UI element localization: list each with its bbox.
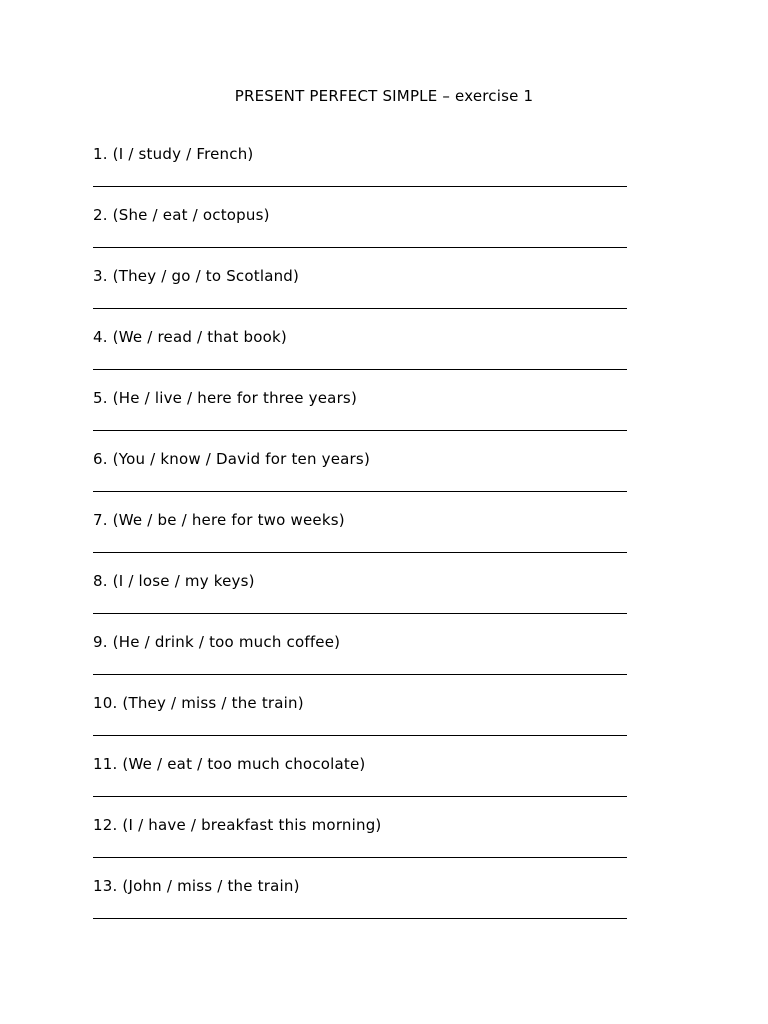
exercise-prompt: 9. (He / drink / too much coffee) <box>93 633 341 651</box>
exercise-prompt: 12. (I / have / breakfast this morning) <box>93 816 382 834</box>
exercise-prompt: 4. (We / read / that book) <box>93 328 287 346</box>
exercise-item <box>93 755 627 816</box>
answer-line[interactable] <box>93 796 627 797</box>
exercise-item <box>93 328 627 389</box>
exercise-prompt: 1. (I / study / French) <box>93 145 254 163</box>
answer-line[interactable] <box>93 857 627 858</box>
exercise-item <box>93 572 627 633</box>
exercise-prompt: 13. (John / miss / the train) <box>93 877 300 895</box>
exercise-item <box>93 511 627 572</box>
answer-line[interactable] <box>93 613 627 614</box>
exercise-prompt: 8. (I / lose / my keys) <box>93 572 255 590</box>
answer-line[interactable] <box>93 186 627 187</box>
answer-line[interactable] <box>93 430 627 431</box>
answer-line[interactable] <box>93 735 627 736</box>
answer-line[interactable] <box>93 308 627 309</box>
answer-line[interactable] <box>93 552 627 553</box>
exercise-item <box>93 816 627 877</box>
answer-line[interactable] <box>93 674 627 675</box>
exercise-list <box>93 145 627 938</box>
answer-line[interactable] <box>93 918 627 919</box>
exercise-prompt: 10. (They / miss / the train) <box>93 694 304 712</box>
exercise-item <box>93 694 627 755</box>
exercise-item <box>93 389 627 450</box>
exercise-prompt: 7. (We / be / here for two weeks) <box>93 511 345 529</box>
exercise-item <box>93 267 627 328</box>
exercise-item <box>93 450 627 511</box>
page-title: PRESENT PERFECT SIMPLE – exercise 1 <box>234 87 534 105</box>
exercise-item <box>93 206 627 267</box>
answer-line[interactable] <box>93 491 627 492</box>
exercise-prompt: 3. (They / go / to Scotland) <box>93 267 300 285</box>
exercise-item <box>93 145 627 206</box>
answer-line[interactable] <box>93 247 627 248</box>
exercise-prompt: 11. (We / eat / too much chocolate) <box>93 755 366 773</box>
exercise-prompt: 2. (She / eat / octopus) <box>93 206 270 224</box>
answer-line[interactable] <box>93 369 627 370</box>
exercise-prompt: 5. (He / live / here for three years) <box>93 389 358 407</box>
exercise-item <box>93 877 627 938</box>
exercise-item <box>93 633 627 694</box>
exercise-prompt: 6. (You / know / David for ten years) <box>93 450 370 468</box>
